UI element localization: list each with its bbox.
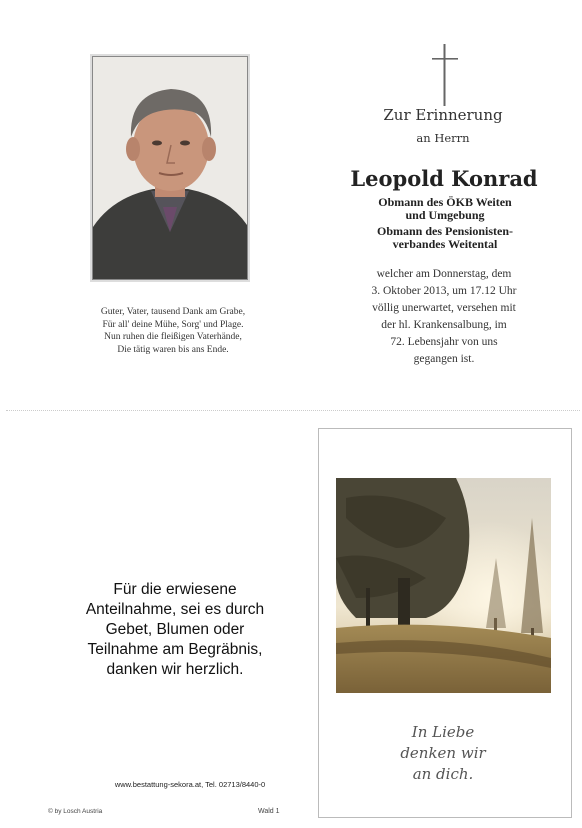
poem	[60, 306, 286, 356]
thanks-line: Für die erwiesene	[113, 581, 237, 598]
thanks-line: danken wir herzlich.	[106, 661, 244, 678]
thanks-line: Anteilnahme, sei es durch	[85, 601, 265, 618]
forest-landscape-image	[336, 478, 551, 693]
closing-line: an dich.	[412, 765, 474, 783]
portrait-photo	[92, 56, 248, 280]
poem-line: Die tätig waren bis ans Ende.	[117, 344, 229, 355]
subheading: an Herrn	[416, 131, 470, 145]
obituary-line: der hl. Krankensalbung, im	[381, 319, 507, 331]
obituary-line: welcher am Donnerstag, dem	[376, 268, 512, 280]
poem-line: Guter, Vater, tausend Dank am Grabe,	[100, 307, 246, 317]
role-line: verbandes Weitental	[392, 237, 498, 251]
thanks-line: Teilnahme am Begräbnis,	[87, 641, 263, 658]
closing-line: In Liebe	[411, 723, 475, 741]
closing-verse	[350, 722, 536, 785]
copyright-note: © by Losch Austria	[48, 808, 103, 815]
poem-line: Nun ruhen die fleißigen Vaterhände,	[104, 332, 242, 342]
deceased-name: Leopold Konrad	[350, 166, 538, 191]
role-line: Obmann des Pensionisten-	[376, 224, 514, 238]
obituary-text	[344, 266, 544, 368]
cross-icon	[430, 44, 460, 106]
card-code: Wald 1	[258, 808, 280, 815]
obituary-line: 3. Oktober 2013, um 17.12 Uhr	[371, 285, 517, 297]
closing-line: denken wir	[400, 744, 486, 762]
obituary-line: gegangen ist.	[413, 353, 475, 365]
role-line: Obmann des ÖKB Weiten	[378, 195, 512, 209]
role-line: und Umgebung	[405, 208, 485, 222]
role-1	[350, 196, 540, 222]
funeral-home-contact: www.bestattung-sekora.at, Tel. 02713/8440-0	[114, 780, 266, 789]
thanks-line: Gebet, Blumen oder	[105, 621, 245, 638]
obituary-line: 72. Lebensjahr von uns	[390, 336, 498, 348]
heading: Zur Erinnerung	[383, 106, 503, 124]
thanks-text	[60, 580, 290, 680]
poem-line: Für all' deine Mühe, Sorg' und Plage.	[102, 319, 244, 330]
obituary-line: völlig unerwartet, versehen mit	[372, 302, 516, 314]
role-2	[350, 225, 540, 251]
fold-divider	[6, 410, 580, 411]
